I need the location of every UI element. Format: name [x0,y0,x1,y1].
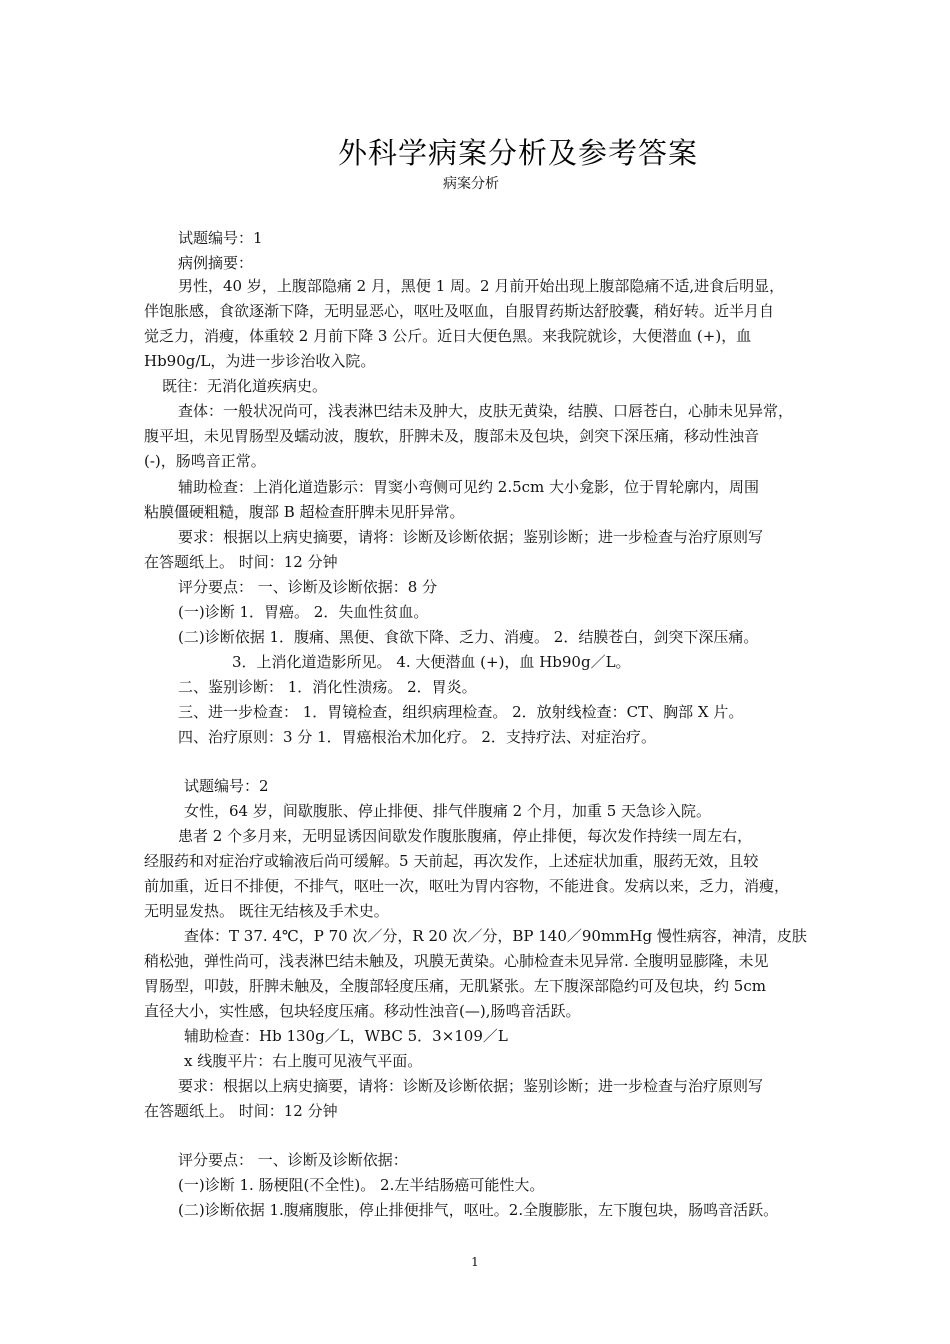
case2-diagnosis: (一)诊断 1. 肠梗阻(不全性)。 2.左半结肠癌可能性大。 [178,1176,545,1194]
case2-history-line: 无明显发热。 既往无结核及手术史。 [144,902,389,920]
case1-diagnosis-basis: (二)诊断依据 1．腹痛、黑便、食欲下降、乏力、消瘦。 2．结膜苍白，剑突下深压痛。 [178,628,759,646]
case1-requirement-line: 要求：根据以上病史摘要，请将：诊断及诊断依据；鉴别诊断；进一步检查与治疗原则写 [178,528,764,546]
case1-requirement-line: 在答题纸上。 时间：12 分钟 [144,553,338,571]
case1-summary-line: 伴饱胀感，食欲逐渐下降，无明显恶心，呕吐及呕血，自服胃药斯达舒胶囊，稍好转。近半月自 [144,302,775,320]
case2-scoring-heading: 评分要点： 一、诊断及诊断依据： [178,1151,408,1169]
case1-summary-line: 觉乏力，消瘦，体重较 2 月前下降 3 公斤。近日大便色黑。来我院就诊，大便潜血 (+)，血 [144,327,752,345]
case1-aux-exam-line: 粘膜僵硬粗糙，腹部 B 超检查肝脾未见肝异常。 [144,503,465,521]
case2-exam-line: 稍松弛，弹性尚可，浅表淋巴结未触及，巩膜无黄染。心肺检查未见异常. 全腹明显膨隆，未见 [144,952,769,970]
case2-exam-line: 直径大小，实性感，包块轻度压痛。移动性浊音(—),肠鸣音活跃。 [144,1002,581,1020]
case1-summary-heading: 病例摘要： [178,254,254,272]
case1-differential: 二、鉴别诊断： 1．消化性溃疡。 2．胃炎。 [178,678,477,696]
case2-xray: x 线腹平片：右上腹可见液气平面。 [184,1052,423,1070]
document-subtitle: 病案分析 [443,176,499,192]
case1-exam-line: (-)，肠鸣音正常。 [144,452,266,470]
case2-history-line: 患者 2 个多月来，无明显诱因间歇发作腹胀腹痛，停止排便，每次发作持续一周左右， [178,827,753,845]
case1-diagnosis-basis-cont: 3．上消化道造影所见。 4. 大便潜血 (+)，血 Hb90g／L。 [232,653,631,671]
case1-history: 既往：无消化道疾病史。 [162,377,328,395]
case2-requirement-line: 在答题纸上。 时间：12 分钟 [144,1102,338,1120]
case1-treatment: 四、治疗原则：3 分 1．胃癌根治术加化疗。 2．支持疗法、对症治疗。 [178,728,656,746]
case1-diagnosis: (一)诊断 1．胃癌。 2．失血性贫血。 [178,603,429,621]
case1-summary-line: 男性，40 岁，上腹部隐痛 2 月，黑便 1 周。2 月前开始出现上腹部隐痛不适,进食后明显， [178,277,785,295]
case2-chief-complaint: 女性，64 岁，间歇腹胀、停止排便、排气伴腹痛 2 个月，加重 5 天急诊入院。 [184,802,712,820]
case2-number: 试题编号：2 [184,777,269,795]
case2-diagnosis-basis: (二)诊断依据 1.腹痛腹胀，停止排便排气，呕吐。2.全腹膨胀，左下腹包块，肠鸣音活跃。 [178,1201,779,1219]
case2-exam-line: 查体：T 37. 4℃，P 70 次／分，R 20 次／分，BP 140／90mmHg 慢性病容，神清，皮肤 [184,927,807,945]
case1-scoring-heading: 评分要点： 一、诊断及诊断依据：8 分 [178,578,438,596]
case2-exam-line: 胃肠型，叩鼓，肝脾未触及，全腹部轻度压痛，无肌紧张。左下腹深部隐约可及包块，约 5cm [144,977,766,995]
document-title: 外科学病案分析及参考答案 [337,136,698,170]
case2-aux-exam: 辅助检查：Hb 130g／L，WBC 5．3×109／L [184,1027,508,1045]
case2-history-line: 经服药和对症治疗或输液后尚可缓解。5 天前起，再次发作，上述症状加重，服药无效，且较 [144,852,759,870]
case1-summary-line: Hb90g/L，为进一步诊治收入院。 [144,352,376,370]
case1-exam-line: 查体：一般状况尚可，浅表淋巴结未及肿大，皮肤无黄染，结膜、口唇苍白，心肺未见异常， [178,402,794,420]
case1-further-exam: 三、进一步检查： 1．胃镜检查，组织病理检查。 2．放射线检查：CT、胸部 X 片。 [178,703,744,721]
case2-requirement-line: 要求：根据以上病史摘要，请将：诊断及诊断依据；鉴别诊断；进一步检查与治疗原则写 [178,1077,764,1095]
page-number: 1 [471,1255,479,1269]
case1-exam-line: 腹平坦，未见胃肠型及蠕动波，腹软，肝脾未及，腹部未及包块，剑突下深压痛，移动性浊音 [144,427,760,445]
case1-aux-exam-line: 辅助检查：上消化道造影示：胃窦小弯侧可见约 2.5cm 大小龛影，位于胃轮廓内，周围 [178,478,760,496]
case2-history-line: 前加重，近日不排便，不排气，呕吐一次，呕吐为胃内容物，不能进食。发病以来，乏力，消瘦， [144,877,790,895]
case1-number: 试题编号：1 [178,229,263,247]
